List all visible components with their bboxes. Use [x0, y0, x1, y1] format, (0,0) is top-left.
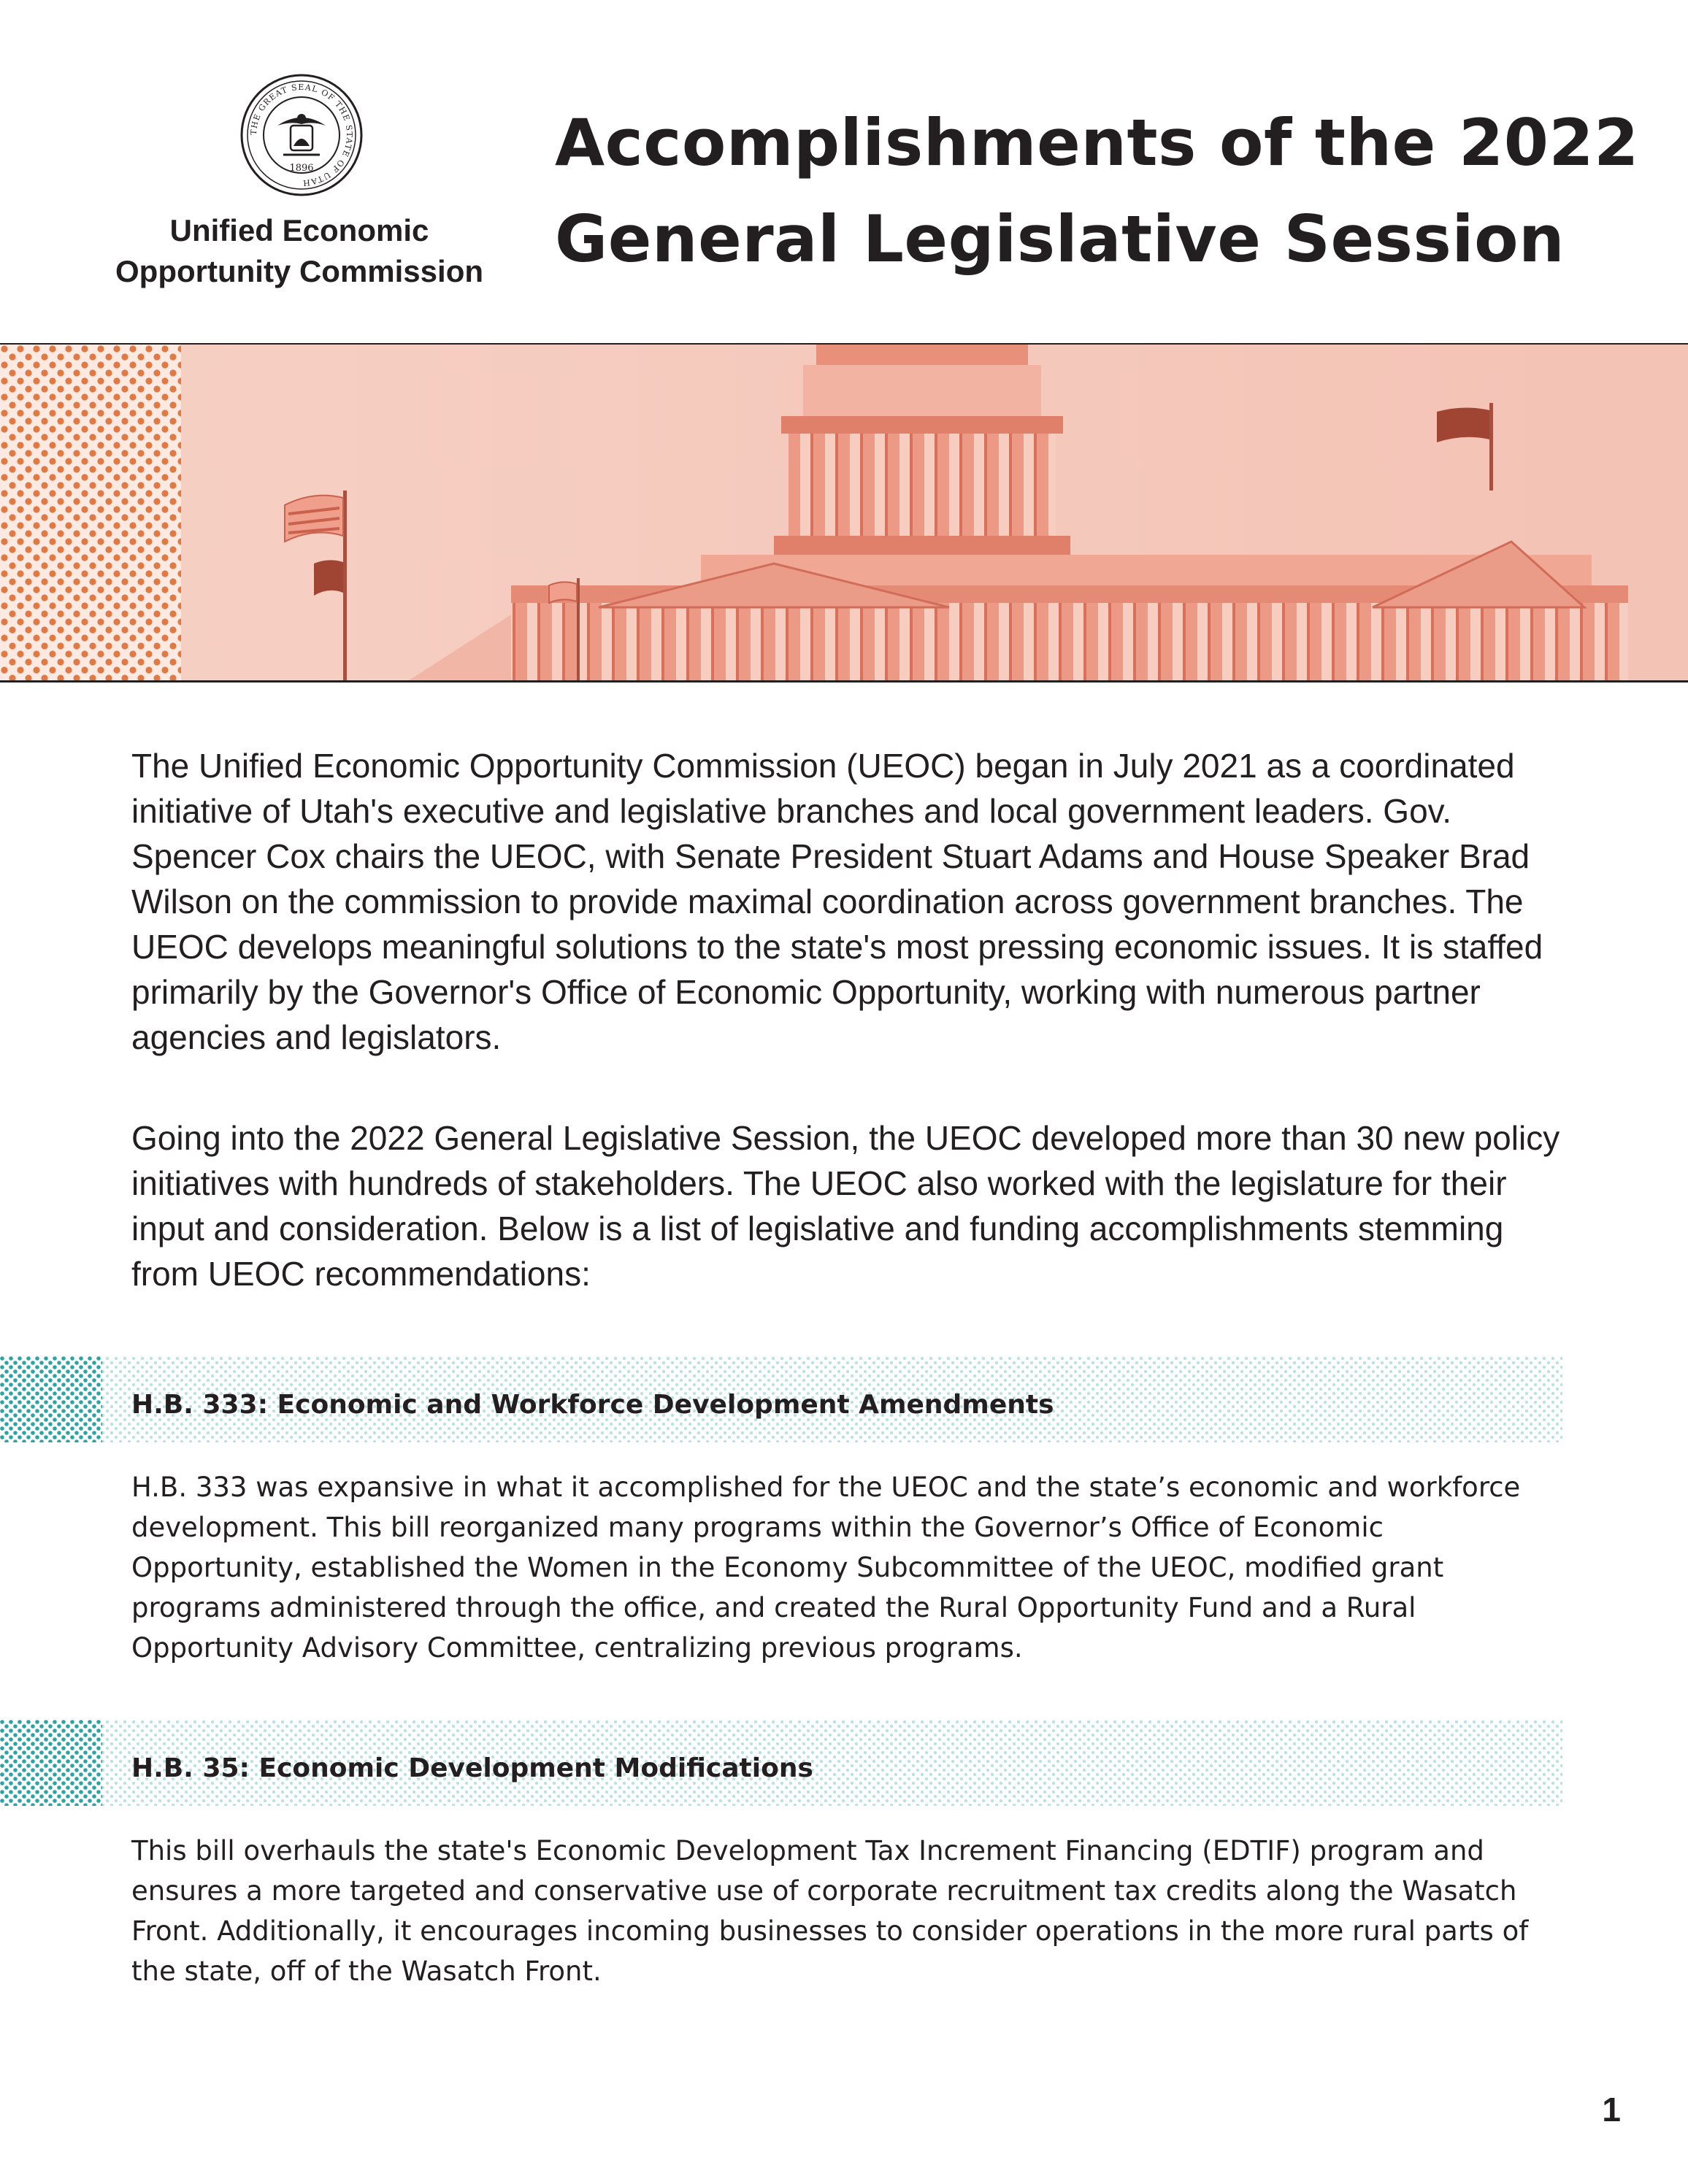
utah-state-seal-icon — [239, 73, 364, 197]
page-number: 1 — [1602, 2091, 1621, 2129]
seal-year: 1896 — [289, 163, 314, 174]
section-body-hb-35: This bill overhauls the state's Economic Development Tax Increment Financing (EDTIF) program and ensures a more targeted and conservative use of corporate recruitment tax credits along the Wasatch Front. Additionally, it encourages incoming businesses to consider operations in the more rural parts of the state, off of the Wasatch Front. — [131, 1835, 1529, 1987]
organization-name — [73, 210, 526, 292]
banner-bottom-rule — [0, 680, 1688, 682]
section-title-hb-35: H.B. 35: Economic Development Modifications — [131, 1753, 813, 1783]
organization-name-line-2: Opportunity Commission — [115, 254, 483, 288]
page-title-line-1: Accomplishments of the 2022 — [555, 105, 1639, 180]
page-title-line-2: General Legislative Session — [555, 201, 1565, 277]
intro-paragraph-2: Going into the 2022 General Legislative Session, the UEOC developed more than 30 new policy initiatives with hundreds of stakeholders. The UEOC also worked with the legislature for their input and consideration. Below is a list of legislative and funding accomplishments stemming from UEOC recommendations: — [131, 1119, 1560, 1293]
section-body-hb-333: H.B. 333 was expansive in what it accomplished for the UEOC and the state’s economic and workforce development. This bill reorganized many programs within the Governor’s Office of Economic Opportunity, established the Women in the Economy Subcommittee of the UEOC, modified grant programs administered through the office, and created the Rural Opportunity Fund and a Rural Opportunity Advisory Committee, centralizing previous programs. — [131, 1472, 1521, 1664]
page-title — [555, 95, 1665, 288]
seal-ring-text: THE GREAT SEAL OF THE STATE OF UTAH — [248, 82, 355, 188]
section-title-hb-333: H.B. 333: Economic and Workforce Development Amendments — [131, 1390, 1054, 1420]
utah-capitol-building-image — [0, 345, 1688, 680]
intro-paragraph-1: The Unified Economic Opportunity Commission (UEOC) began in July 2021 as a coordinated initiative of Utah's executive and legislative branches and local government leaders. Gov. Spencer Cox chairs the UEOC, with Senate President Stuart Adams and House Speaker Brad Wilson on the commission to provide maximal coordination across government branches. The UEOC develops meaningful solutions to the state's most pressing economic issues. It is staffed primarily by the Governor's Office of Economic Opportunity, working with numerous partner agencies and legislators. — [131, 747, 1543, 1056]
organization-name-line-1: Unified Economic — [169, 213, 429, 247]
